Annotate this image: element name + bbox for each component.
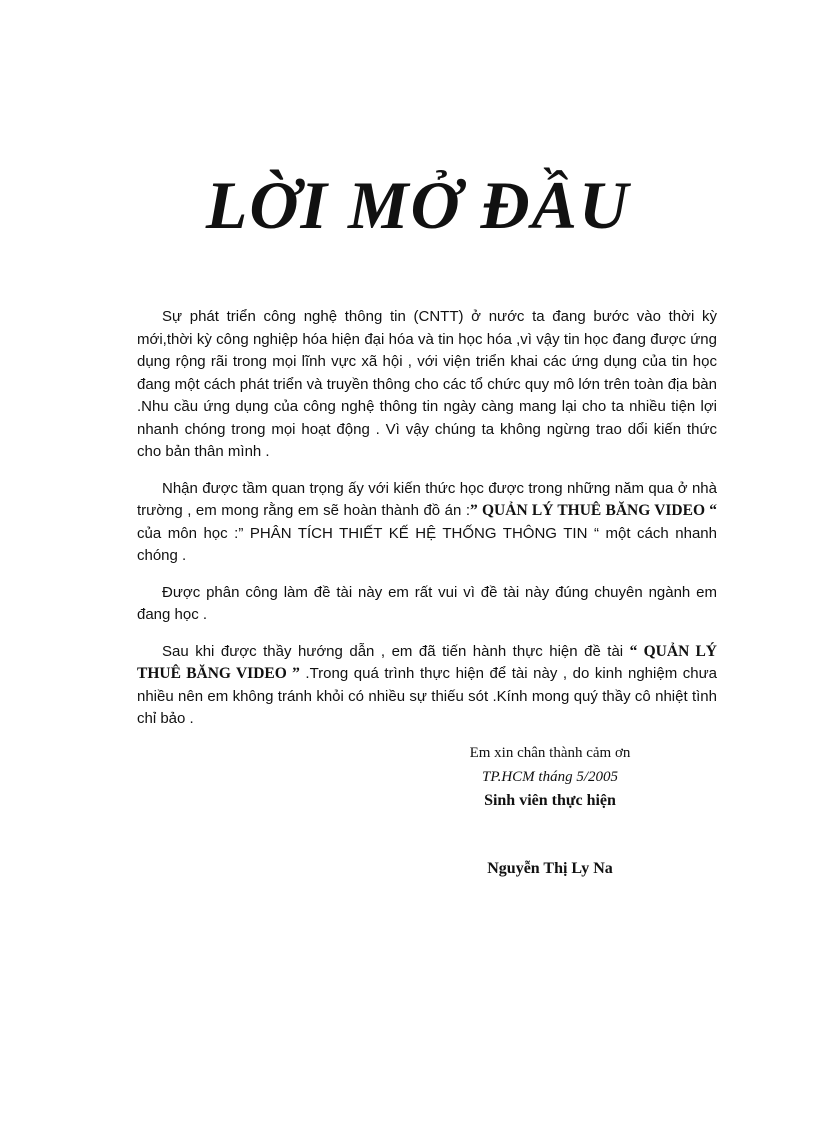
signature-block	[420, 741, 680, 881]
page-title: LỜI MỞ ĐẦU	[205, 167, 631, 243]
paragraph-2	[137, 478, 717, 568]
signature-name: Nguyễn Thị Ly Na	[487, 860, 613, 877]
paragraph-4-text-c: .Trong quá trình thực hiện để tài này , do kinh nghiệm chưa nhiều nên em không tránh khỏi có nhiều sự thiếu sót .Kính mong quý thầy cô nhiệt tình chỉ bảo .	[137, 665, 717, 727]
paragraph-2-text-a: Nhận được tầm quan trọng ấy với kiến thức học được trong những năm qua ở nhà trường , em mong rằng em sẽ hoàn thành đồ án :	[137, 479, 717, 519]
signature-thanks: Em xin chân thành cảm ơn	[469, 745, 631, 761]
paragraph-4	[137, 641, 717, 731]
signature-role: Sinh viên thực hiện	[484, 792, 616, 809]
paragraph-2-text-c: của môn học :” PHÂN TÍCH THIẾT KẾ HỆ THỐNG THÔNG TIN “ một cách nhanh chóng .	[137, 524, 717, 564]
paragraph-4-text-a: Sau khi được thầy hướng dẫn , em đã tiến hành thực hiện đề tài	[162, 642, 630, 660]
paragraph-1: Sự phát triển công nghệ thông tin (CNTT) ở nước ta đang bước vào thời kỳ mới,thời kỳ công nghiệp hóa hiện đại hóa và tin học hóa ,vì vậy tin học đang được ứng dụng rộng rãi trong mọi lĩnh vực xã hội , với viện triển khai các ứng dụng của tin học đang một cách phát triển và truyền thông cho các tổ chức quy mô lớn trên toàn địa bàn .Nhu cầu ứng dụng của công nghệ thông tin ngày càng mang lại cho ta nhiều tiện lợi nhanh chóng trong mọi hoạt động . Vì vậy chúng ta không ngừng trao dổi kiến thức cho bản thân mình .	[137, 308, 717, 460]
signature-place-date: TP.HCM tháng 5/2005	[482, 769, 618, 785]
paragraph-3: Được phân công làm đề tài này em rất vui vì đề tài này đúng chuyên ngành em đang học .	[137, 583, 717, 623]
document-body	[137, 306, 717, 745]
project-title-emphasis: ” QUẢN LÝ THUÊ BĂNG VIDEO “	[470, 502, 717, 519]
project-title-emphasis-2: “ QUẢN LÝ THUÊ BĂNG VIDEO ”	[137, 642, 718, 682]
